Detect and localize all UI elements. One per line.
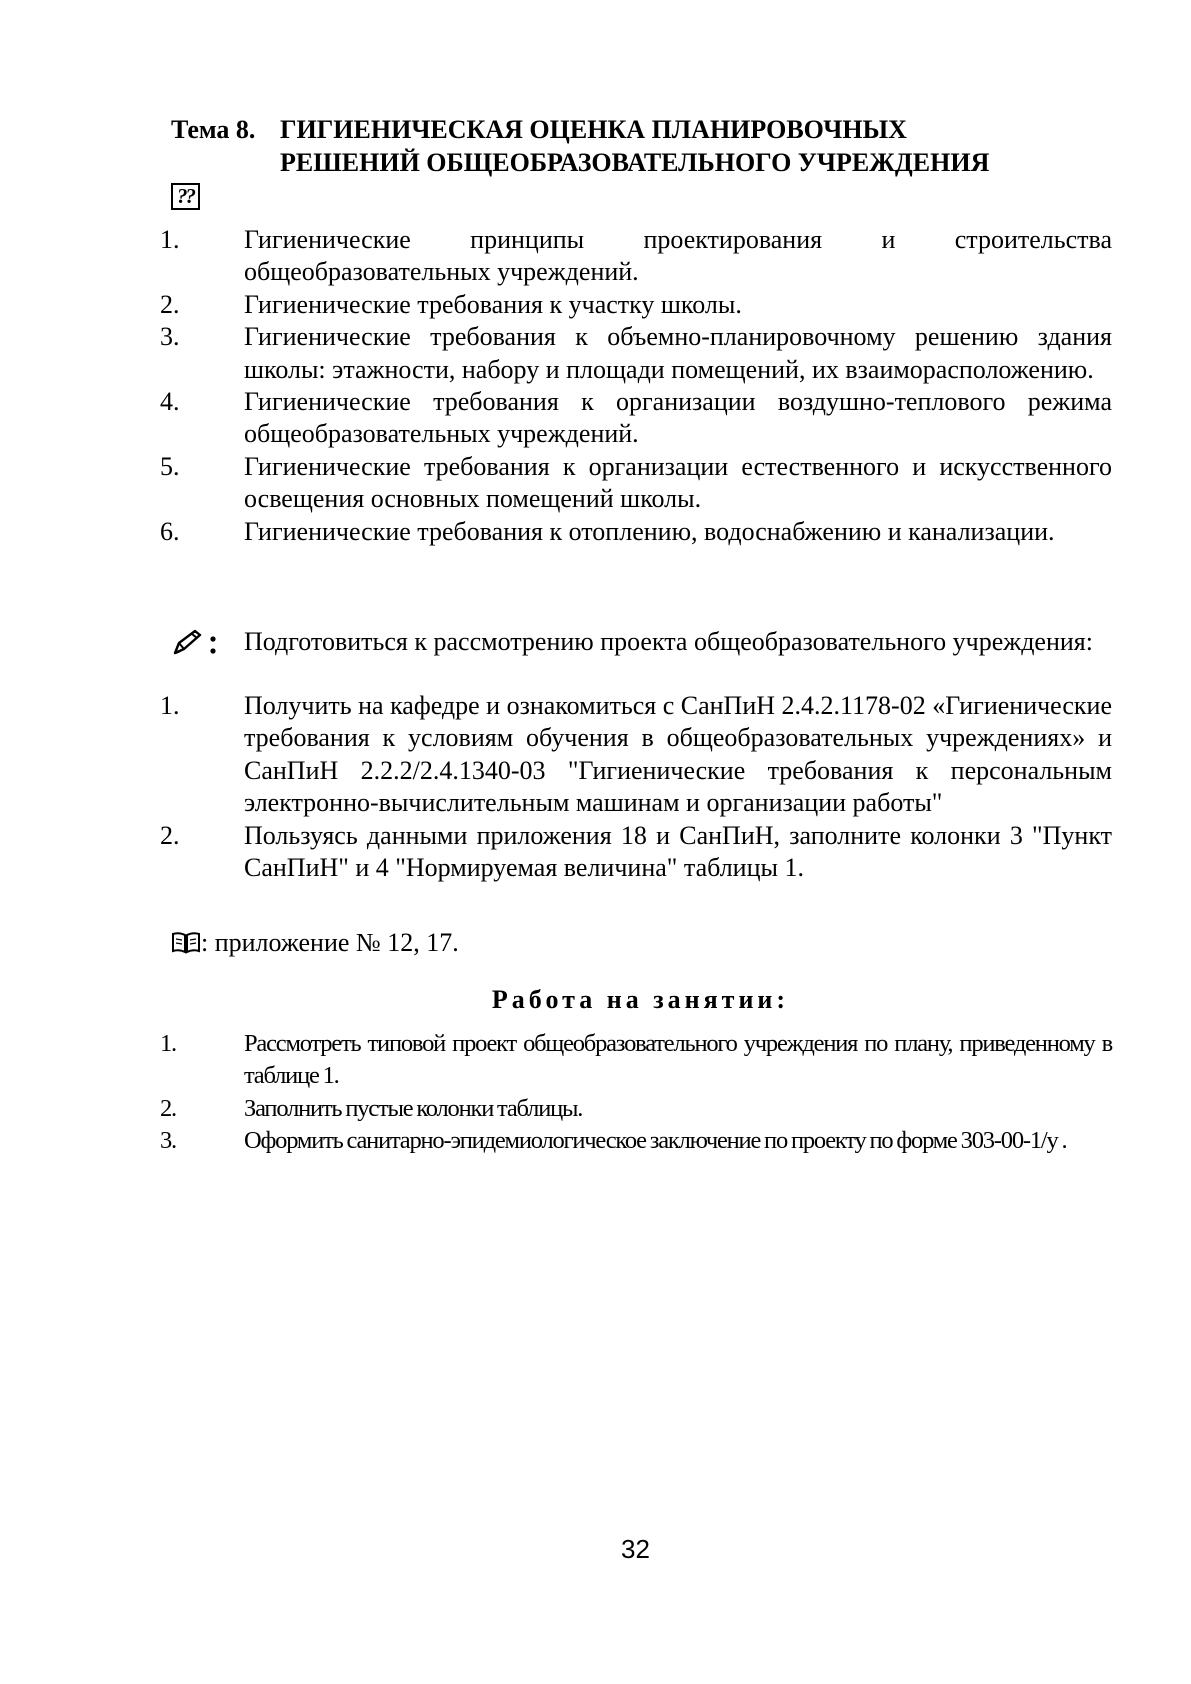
topic-number: Тема 8. bbox=[171, 115, 256, 144]
item-text: Гигиенические требования к отоплению, водоснабжению и канализации. bbox=[244, 516, 1055, 546]
item-text: Рассмотреть типовой проект общеобразовательного учреждения по плану, приведенному в таблице 1. bbox=[244, 1030, 1112, 1090]
page-number: 32 bbox=[621, 1534, 650, 1564]
item-text: Оформить санитарно-эпидемиологическое заключение по проекту по форме 303-00-1/у . bbox=[244, 1127, 1067, 1155]
item-text: Гигиенические требования к участку школы. bbox=[244, 289, 742, 319]
list-item bbox=[160, 224, 1112, 289]
preparation-tasks-list bbox=[160, 690, 1112, 884]
item-text: Пользуясь данными приложения 18 и СанПиН, заполните колонки 3 "Пункт СанПиН" и 4 "Нормируемая величина" таблицы 1. bbox=[244, 820, 1112, 883]
list-item bbox=[160, 386, 1112, 451]
literature-text: : приложение № 12, 17. bbox=[201, 928, 459, 957]
item-number: 1. bbox=[160, 225, 180, 254]
item-text: Заполнить пустые колонки таблицы. bbox=[244, 1094, 583, 1122]
topic-title-line-2: РЕШЕНИЙ ОБЩЕОБРАЗОВАТЕЛЬНОГО УЧРЕЖДЕНИЯ bbox=[280, 148, 990, 177]
item-text: Гигиенические требования к объемно-планировочному решению здания школы: этажности, набору и площади помещений, их взаиморасположению. bbox=[244, 322, 1112, 384]
list-item bbox=[160, 289, 1112, 321]
list-item bbox=[160, 690, 1112, 820]
topic-heading-line-1 bbox=[171, 113, 1071, 146]
item-number: 2. bbox=[160, 1094, 176, 1122]
item-text: Гигиенические требования к организации воздушно-теплового режима общеобразовательных учреждений. bbox=[244, 387, 1112, 449]
item-number: 4. bbox=[160, 387, 180, 417]
item-number: 6. bbox=[160, 516, 180, 546]
list-item bbox=[160, 1093, 1112, 1125]
item-number: 5. bbox=[160, 451, 180, 481]
topic-heading bbox=[171, 113, 1071, 179]
book-icon bbox=[171, 931, 201, 955]
list-item bbox=[160, 1125, 1112, 1157]
item-number: 3. bbox=[160, 1127, 176, 1155]
list-item bbox=[160, 516, 1112, 548]
list-item bbox=[160, 820, 1112, 885]
preparation-intro: Подготовиться к рассмотрению проекта общеобразовательного учреждения: bbox=[244, 627, 1093, 656]
list-item bbox=[160, 321, 1112, 386]
list-item bbox=[160, 451, 1112, 516]
item-number: 1. bbox=[160, 691, 180, 720]
work-tasks-list bbox=[160, 1028, 1112, 1158]
item-number: 3. bbox=[160, 322, 180, 352]
item-number: 2. bbox=[160, 820, 180, 850]
questions-list bbox=[160, 224, 1112, 548]
item-text: Получить на кафедре и ознакомиться с СанПиН 2.4.2.1178-02 «Гигиенические требования к условиям обучения в общеобразовательных учреждениях» и СанПиН 2.2.2/2.4.1340-03 "Гигиенические требования к персональным электронно-вычислительным машинам и организации работы" bbox=[244, 691, 1112, 818]
item-number: 1. bbox=[160, 1030, 176, 1057]
work-section-title: Работа на занятии: bbox=[491, 985, 790, 1014]
item-text: Гигиенические требования к организации естественного и искусственного освещения основных помещений школы. bbox=[244, 451, 1112, 514]
literature-line bbox=[171, 927, 459, 959]
pencil-icon bbox=[171, 628, 223, 656]
item-text: Гигиенические принципы проектирования и строительства общеобразовательных учреждений. bbox=[244, 225, 1112, 287]
item-number: 2. bbox=[160, 289, 180, 319]
question-box-icon: ?? bbox=[171, 183, 200, 210]
preparation-block bbox=[171, 626, 1112, 658]
list-item bbox=[160, 1028, 1112, 1093]
topic-title-line-1: ГИГИЕНИЧЕСКАЯ ОЦЕНКА ПЛАНИРОВОЧНЫХ bbox=[280, 115, 907, 144]
